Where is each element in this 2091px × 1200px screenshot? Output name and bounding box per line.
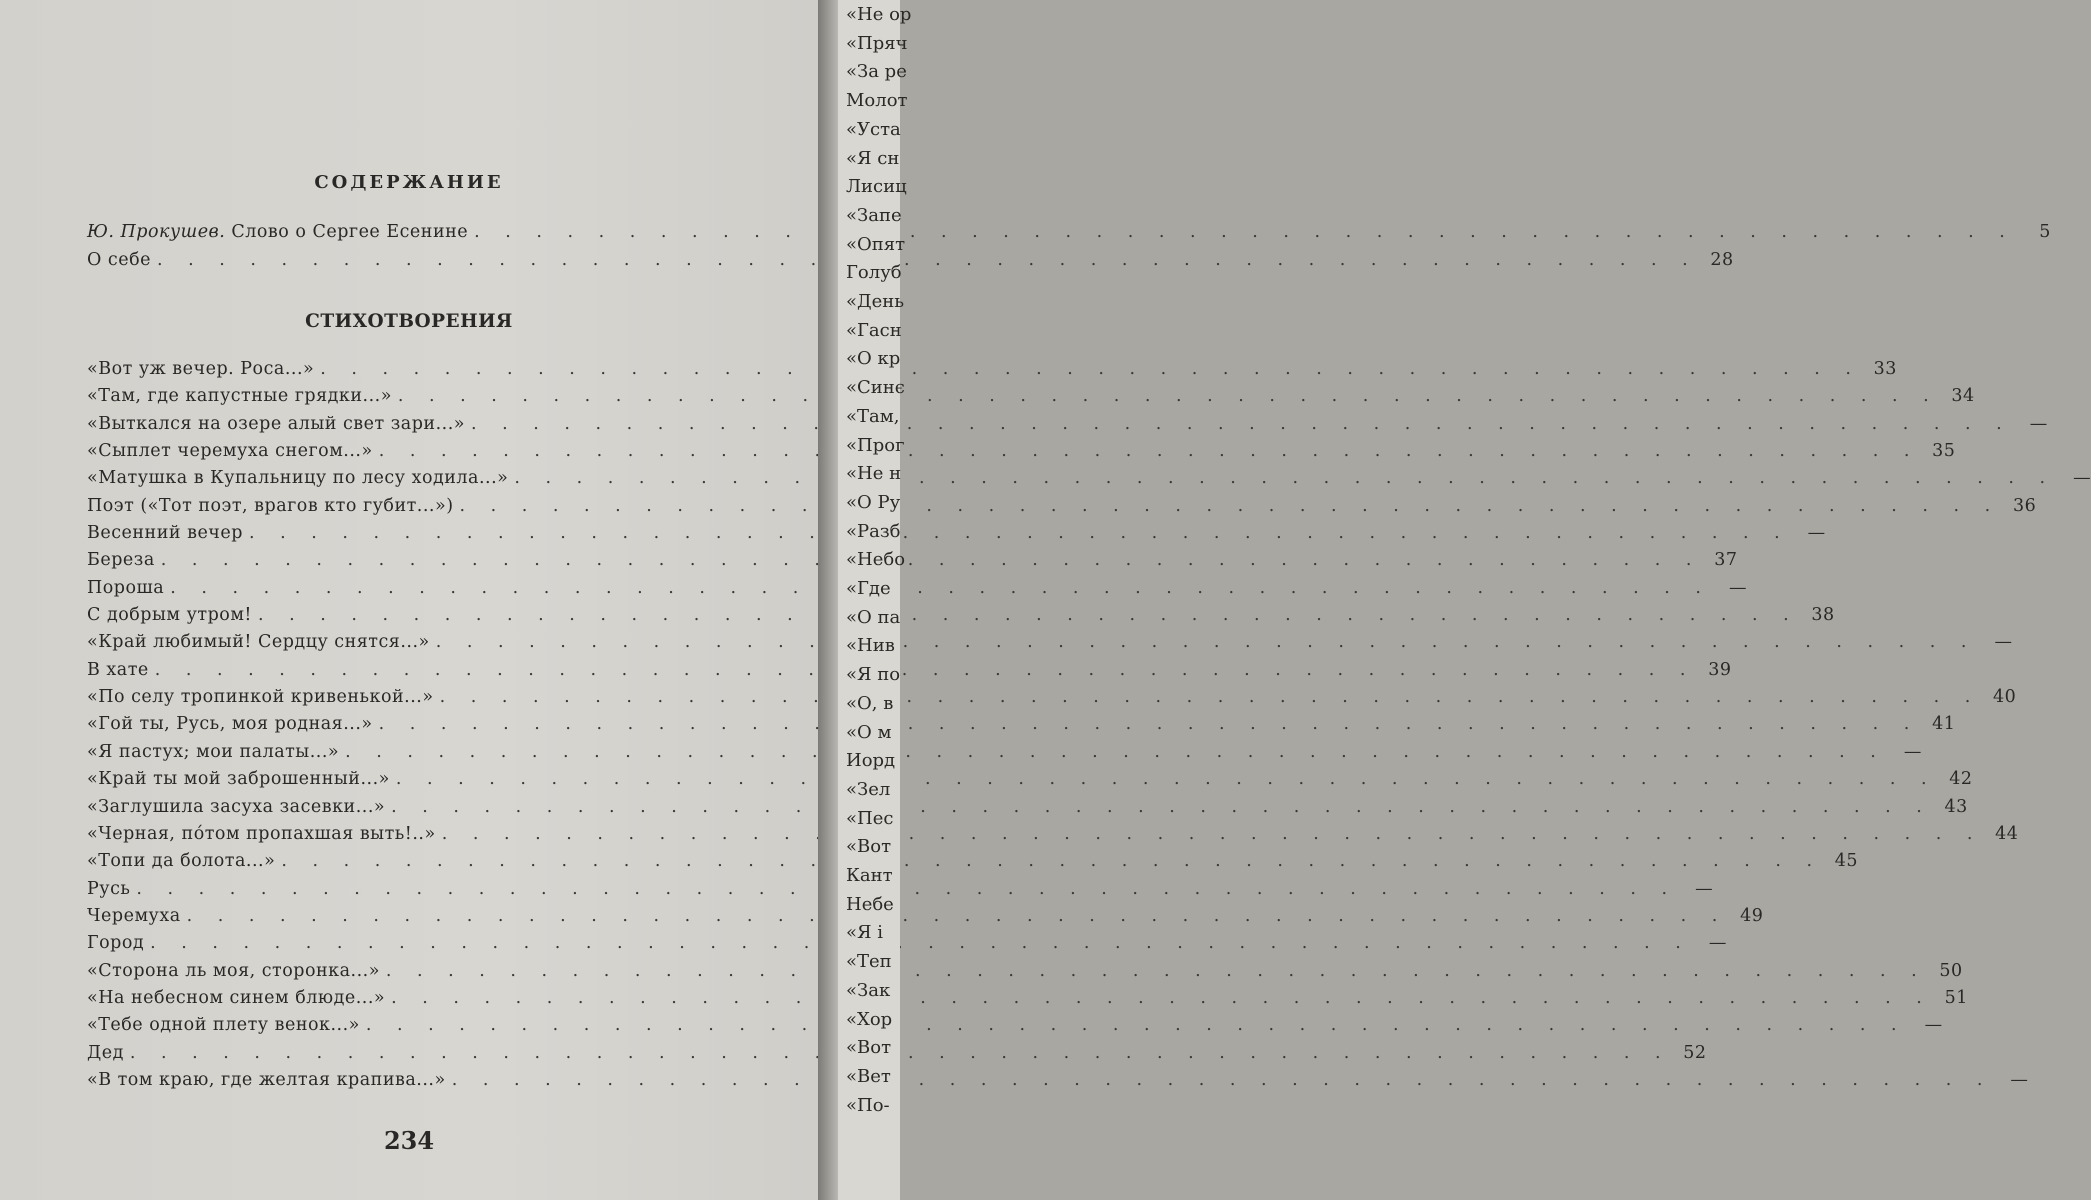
entry-title: Город bbox=[87, 933, 145, 954]
entry-title: Черемуха bbox=[87, 905, 181, 926]
adjacent-page-line: «Гасн bbox=[846, 319, 902, 341]
adjacent-page-line: «Запе bbox=[846, 204, 902, 226]
dot-leader bbox=[460, 491, 2001, 516]
entry-title: Береза bbox=[87, 550, 155, 571]
entry-page: 45 bbox=[1834, 851, 1859, 872]
entry-page: 35 bbox=[1932, 441, 1956, 462]
adjacent-page-line: «Опят bbox=[846, 233, 906, 255]
dot-leader bbox=[150, 933, 1691, 953]
adjacent-page-line: «Хор bbox=[846, 1008, 893, 1030]
entry-title-text: Слово о Сергее Есенине bbox=[225, 222, 469, 242]
entry-title: В хате bbox=[87, 659, 149, 680]
dot-leader bbox=[157, 250, 1698, 270]
entry-page: 50 bbox=[1939, 960, 1963, 981]
entry-page: 39 bbox=[1708, 659, 1732, 680]
adjacent-page-line: «Где bbox=[846, 578, 891, 599]
adjacent-page-line: «Синє bbox=[846, 377, 905, 399]
adjacent-page-line: «Не н bbox=[846, 463, 902, 485]
entry-title: «По селу тропинкой кривенькой...» bbox=[87, 687, 434, 708]
dot-leader bbox=[398, 386, 1939, 406]
dot-leader bbox=[281, 851, 1822, 871]
adjacent-page-line: «Вот bbox=[846, 1037, 892, 1059]
entry-title: «Край ты мой заброшенный...» bbox=[87, 769, 390, 790]
adjacent-page-line: «За ре bbox=[846, 61, 907, 83]
adjacent-page-line: «Небо bbox=[846, 549, 906, 571]
adjacent-page-line: Голуб bbox=[846, 262, 902, 284]
entry-title: Дед bbox=[87, 1042, 124, 1063]
adjacent-page-edge bbox=[838, 0, 912, 1200]
entry-author: Ю. Прокушев. bbox=[87, 222, 226, 242]
adjacent-page-line: «Теп bbox=[846, 951, 892, 973]
entry-title: «Сторона ль моя, сторонка...» bbox=[87, 960, 380, 981]
entry-page: 5 bbox=[2039, 222, 2051, 242]
dot-leader bbox=[170, 578, 1711, 598]
adjacent-page-line: Лисиц bbox=[846, 176, 907, 198]
dot-leader bbox=[320, 359, 1861, 379]
adjacent-page-line: «Не ор bbox=[846, 4, 912, 25]
entry-page: — bbox=[1708, 933, 1727, 954]
entry-title: Весенний вечер bbox=[87, 523, 243, 544]
adjacent-page-line: «О кр bbox=[846, 348, 901, 370]
adjacent-page-line: «Разб bbox=[846, 520, 901, 542]
entry-page: 37 bbox=[1714, 550, 1738, 571]
adjacent-page-line: «Я сн bbox=[846, 147, 900, 169]
entry-title: Русь bbox=[87, 878, 131, 899]
adjacent-page-line: «О па bbox=[846, 606, 901, 628]
dot-leader bbox=[396, 769, 1937, 789]
dot-leader bbox=[258, 605, 1799, 628]
entry-title: «В том краю, где желтая крапива...» bbox=[87, 1069, 446, 1090]
adjacent-page-line: «Зел bbox=[846, 778, 891, 800]
entry-title-text: О себе bbox=[87, 250, 151, 270]
entry-title: Поэт («Тот поэт, врагов кто губит...») bbox=[87, 495, 454, 516]
dot-leader bbox=[130, 1043, 1671, 1063]
adjacent-page-line: «Пряч bbox=[846, 32, 908, 54]
entry-page: — bbox=[1807, 523, 1826, 544]
dot-leader bbox=[379, 441, 1920, 461]
adjacent-page-line: «Прог bbox=[846, 434, 905, 456]
entry-title: «Тебе одной плету венок...» bbox=[87, 1015, 360, 1036]
dot-leader bbox=[514, 468, 2055, 488]
adjacent-page-line: «По- bbox=[846, 1094, 890, 1116]
entry-title: С добрым утром! bbox=[87, 605, 252, 626]
adjacent-page-line: Иорд bbox=[846, 750, 896, 772]
entry-page: 28 bbox=[1710, 250, 1734, 270]
dot-leader bbox=[391, 988, 1932, 1008]
entry-page: — bbox=[1728, 577, 1747, 598]
book-gutter bbox=[818, 0, 838, 1200]
entry-page: — bbox=[2029, 413, 2048, 434]
entry-page: 42 bbox=[1949, 769, 1973, 790]
entry-page: — bbox=[2073, 468, 2091, 489]
page-number: 234 bbox=[383, 1126, 435, 1155]
dot-leader bbox=[440, 687, 1981, 707]
adjacent-page-line: «Вот bbox=[846, 836, 892, 858]
contents-heading: СОДЕРЖАНИЕ bbox=[314, 172, 504, 193]
dot-leader bbox=[187, 906, 1728, 926]
dot-leader bbox=[386, 961, 1927, 981]
adjacent-page-line: Кант bbox=[846, 865, 893, 886]
entry-title: «Там, где капустные грядки...» bbox=[87, 386, 392, 407]
entry-page: — bbox=[2010, 1069, 2029, 1090]
dot-leader bbox=[379, 714, 1920, 734]
entry-title bbox=[87, 222, 468, 242]
entry-page: 36 bbox=[2012, 495, 2037, 516]
dot-leader bbox=[436, 632, 1977, 652]
adjacent-page-line: «День bbox=[846, 291, 905, 312]
adjacent-page-line: «Я по bbox=[846, 664, 901, 686]
adjacent-page-line: «Пес bbox=[846, 807, 894, 829]
adjacent-page-line: «О Ру bbox=[846, 491, 901, 513]
entry-title: «Матушка в Купальницу по лесу ходила...» bbox=[87, 468, 509, 489]
entry-page: 34 bbox=[1951, 386, 1975, 407]
dot-leader bbox=[155, 660, 1696, 680]
entry-page: — bbox=[1695, 878, 1714, 899]
dot-leader bbox=[136, 879, 1677, 899]
entry-page: 41 bbox=[1932, 714, 1956, 735]
adjacent-page-line: «Я і bbox=[846, 922, 884, 944]
entry-title: Пороша bbox=[87, 577, 165, 598]
dot-leader bbox=[345, 742, 1886, 762]
adjacent-page-line: «Зак bbox=[846, 979, 891, 1001]
adjacent-page-line: Небе bbox=[846, 893, 894, 915]
entry-title: «Выткался на озере алый свет зари...» bbox=[87, 413, 465, 434]
entry-title: «Сыплет черемуха снегом...» bbox=[87, 441, 373, 462]
entry-title: «Черная, пóтом пропахшая выть!..» bbox=[87, 823, 436, 844]
adjacent-page-line: «О, в bbox=[846, 692, 894, 714]
entry-page: 52 bbox=[1683, 1042, 1707, 1063]
adjacent-page-line: Молот bbox=[846, 90, 908, 112]
entry-page: 38 bbox=[1811, 605, 1835, 626]
dot-leader bbox=[471, 414, 2012, 434]
entry-title: «На небесном синем блюде...» bbox=[87, 987, 386, 1008]
section-heading: СТИХОТВОРЕНИЯ bbox=[305, 311, 513, 332]
adjacent-page-line: «Нив bbox=[846, 635, 895, 657]
entry-page: 49 bbox=[1740, 905, 1764, 926]
dot-leader bbox=[442, 824, 1983, 844]
dot-leader bbox=[366, 1015, 1907, 1035]
dot-leader bbox=[474, 222, 2015, 242]
entry-page: — bbox=[1903, 741, 1922, 762]
entry-title bbox=[87, 250, 151, 270]
adjacent-page-line: «Уста bbox=[846, 118, 901, 140]
adjacent-page-line: «Вет bbox=[846, 1065, 891, 1087]
entry-title: «Я пастух; мои палаты...» bbox=[87, 741, 340, 762]
dot-leader bbox=[161, 550, 1702, 570]
entry-title: «Заглушила засуха засевки...» bbox=[87, 796, 386, 817]
entry-page: 51 bbox=[1944, 987, 1968, 1008]
dot-leader bbox=[452, 1065, 1993, 1090]
entry-title: «Край любимый! Сердцу снятся...» bbox=[87, 632, 430, 653]
adjacent-page-line: «О м bbox=[846, 721, 892, 743]
entry-page: 43 bbox=[1944, 796, 1968, 817]
entry-page: — bbox=[1994, 632, 2013, 653]
entry-title: «Гой ты, Русь, моя родная...» bbox=[87, 714, 373, 735]
show-through-text bbox=[560, 20, 566, 41]
entry-page: 33 bbox=[1873, 359, 1897, 379]
adjacent-page-line: «Там, bbox=[846, 405, 900, 427]
entry-page: 44 bbox=[1995, 823, 2019, 844]
dot-leader bbox=[249, 520, 1790, 543]
entry-title: «Вот уж вечер. Роса...» bbox=[87, 359, 315, 379]
entry-page: — bbox=[1924, 1015, 1943, 1036]
entry-page: 40 bbox=[1993, 687, 2017, 708]
dot-leader bbox=[391, 797, 1932, 817]
entry-title: «Топи да болота...» bbox=[87, 851, 276, 872]
